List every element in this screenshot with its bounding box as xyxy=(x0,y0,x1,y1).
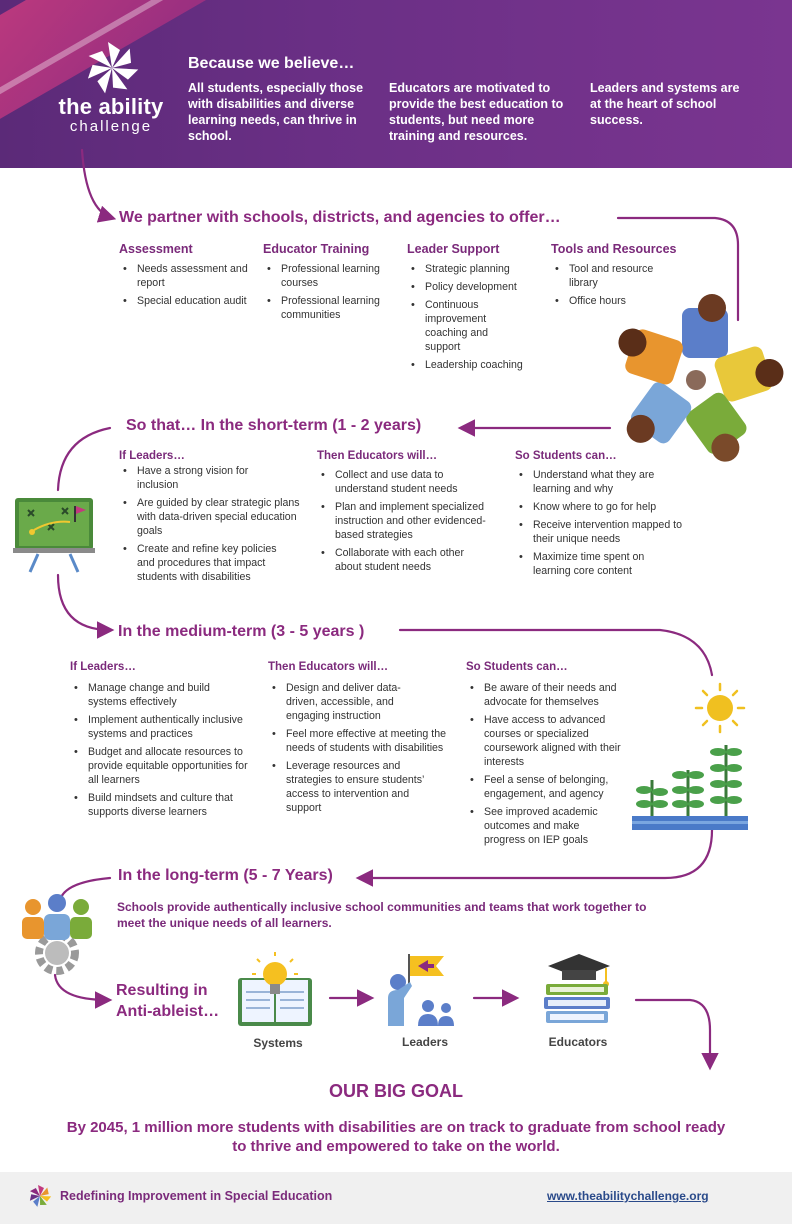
list-item: • Leadership coaching xyxy=(407,358,542,372)
list-item: • Have access to advanced courses or specialized coursework aligned with their interests xyxy=(466,713,641,769)
leaders-label: Leaders xyxy=(401,1035,449,1049)
short-term-title: So that… In the short-term (1 - 2 years) xyxy=(126,417,422,434)
list-item: • Design and deliver data-driven, accessible, and engaging instruction xyxy=(268,681,418,723)
list-item: • Create and refine key policies and procedures that impact students with disabilities xyxy=(119,542,294,584)
medium-educators-head: Then Educators will… xyxy=(268,661,389,673)
medium-term-title: In the medium-term (3 - 5 years ) xyxy=(118,623,365,640)
medium-students-head: So Students can… xyxy=(466,661,568,673)
list-item: • Professional learning courses xyxy=(263,262,403,290)
partner-col-head: Leader Support xyxy=(407,242,500,256)
list-item: • Collect and use data to understand student needs xyxy=(317,468,492,496)
list-item: • Maximize time spent on learning core content xyxy=(515,550,665,578)
team-gear-icon xyxy=(16,893,98,977)
systems-book-bulb-icon xyxy=(236,952,314,1030)
list-item: • Feel more effective at meeting the needs of students with disabilities xyxy=(268,727,458,755)
believe-title: Because we believe… xyxy=(188,55,355,72)
short-leaders-head: If Leaders… xyxy=(119,450,185,462)
list-item: • Plan and implement specialized instruction and other evidenced-based strategies xyxy=(317,500,492,542)
list-item: • Professional learning communities xyxy=(263,294,403,322)
list-item: • Strategic planning xyxy=(407,262,542,276)
big-goal-text: By 2045, 1 million more students with disabilities are on track to graduate from school ready to thrive and empowered to take on the world. xyxy=(66,1119,726,1155)
list-item: • Office hours xyxy=(551,294,691,308)
resulting-in-heading xyxy=(116,980,219,1022)
growing-plants-icon xyxy=(630,680,750,835)
list-item: • Collaborate with each other about student needs xyxy=(317,546,492,574)
footer-bar xyxy=(0,1172,792,1224)
people-circle-icon xyxy=(608,292,784,468)
list-item: • Receive intervention mapped to their unique needs xyxy=(515,518,700,546)
list-item: • Feel a sense of belonging, engagement, and agency xyxy=(466,773,641,801)
list-item: • Needs assessment and report xyxy=(119,262,259,290)
educators-label: Educators xyxy=(548,1035,608,1049)
medium-leaders-head: If Leaders… xyxy=(70,661,136,673)
resulting-line2: Anti-ableist… xyxy=(116,1003,220,1020)
list-item: • Policy development xyxy=(407,280,542,294)
list-item: • See improved academic outcomes and make progress on IEP goals xyxy=(466,805,616,847)
list-item: • Continuous improvement coaching and support xyxy=(407,298,507,354)
list-item: • Budget and allocate resources to provide equitable opportunities for all learners xyxy=(70,745,260,787)
footer-website-link[interactable]: www.theabilitychallenge.org xyxy=(547,1189,709,1203)
short-students-col xyxy=(515,449,700,582)
logo-line2: challenge xyxy=(69,118,153,135)
footer-tagline: Redefining Improvement in Special Education xyxy=(60,1189,333,1203)
short-educators-head: Then Educators will… xyxy=(317,450,438,462)
systems-label: Systems xyxy=(253,1036,303,1050)
educators-books-cap-icon xyxy=(540,950,618,1030)
logo-line1: the ability xyxy=(58,94,164,119)
believe-students: All students, especially those with disabilities and diverse learning needs, can thrive in school. xyxy=(188,81,364,143)
partner-col-head: Tools and Resources xyxy=(551,242,677,256)
partner-col-educator-training xyxy=(263,242,403,326)
list-item: • Leverage resources and strategies to ensure students’ access to intervention and support xyxy=(268,759,433,815)
partner-col-head: Educator Training xyxy=(263,242,370,256)
list-item: • Have a strong vision for inclusion xyxy=(119,464,269,492)
long-term-title: In the long-term (5 - 7 Years) xyxy=(118,867,333,884)
short-leaders-col xyxy=(119,449,309,588)
resulting-line1: Resulting in xyxy=(116,982,208,999)
list-item: • Special education audit xyxy=(119,294,259,308)
believe-leaders: Leaders and systems are at the heart of school success. xyxy=(590,81,740,127)
partner-col-assessment xyxy=(119,242,259,312)
list-item: • Manage change and build systems effectively xyxy=(70,681,230,709)
big-goal-title: OUR BIG GOAL xyxy=(329,1081,463,1101)
list-item: • Are guided by clear strategic plans with data-driven special education goals xyxy=(119,496,309,538)
list-item: • Implement authentically inclusive systems and practices xyxy=(70,713,260,741)
believe-educators: Educators are motivated to provide the best education to students, but need more training and resources. xyxy=(389,81,564,143)
long-term-text: Schools provide authentically inclusive school communities and teams that work together to meet the unique needs of all learners. xyxy=(117,900,647,930)
list-item: • Be aware of their needs and advocate for themselves xyxy=(466,681,641,709)
partner-col-leader-support xyxy=(407,242,542,376)
strategy-board-icon xyxy=(12,494,96,574)
list-item: • Know where to go for help xyxy=(515,500,700,514)
partner-col-head: Assessment xyxy=(119,242,193,256)
short-students-head: So Students can… xyxy=(515,450,617,462)
footer-pinwheel-icon xyxy=(28,1184,52,1208)
medium-students-col xyxy=(466,660,641,851)
list-item: • Understand what they are learning and why xyxy=(515,468,675,496)
list-item: • Build mindsets and culture that supports diverse learners xyxy=(70,791,260,819)
partner-title: We partner with schools, districts, and agencies to offer… xyxy=(119,209,561,226)
medium-leaders-col xyxy=(70,660,260,823)
short-educators-col xyxy=(317,449,492,578)
leaders-flag-icon xyxy=(384,952,462,1030)
list-item: • Tool and resource library xyxy=(551,262,671,290)
medium-educators-col xyxy=(268,660,458,819)
